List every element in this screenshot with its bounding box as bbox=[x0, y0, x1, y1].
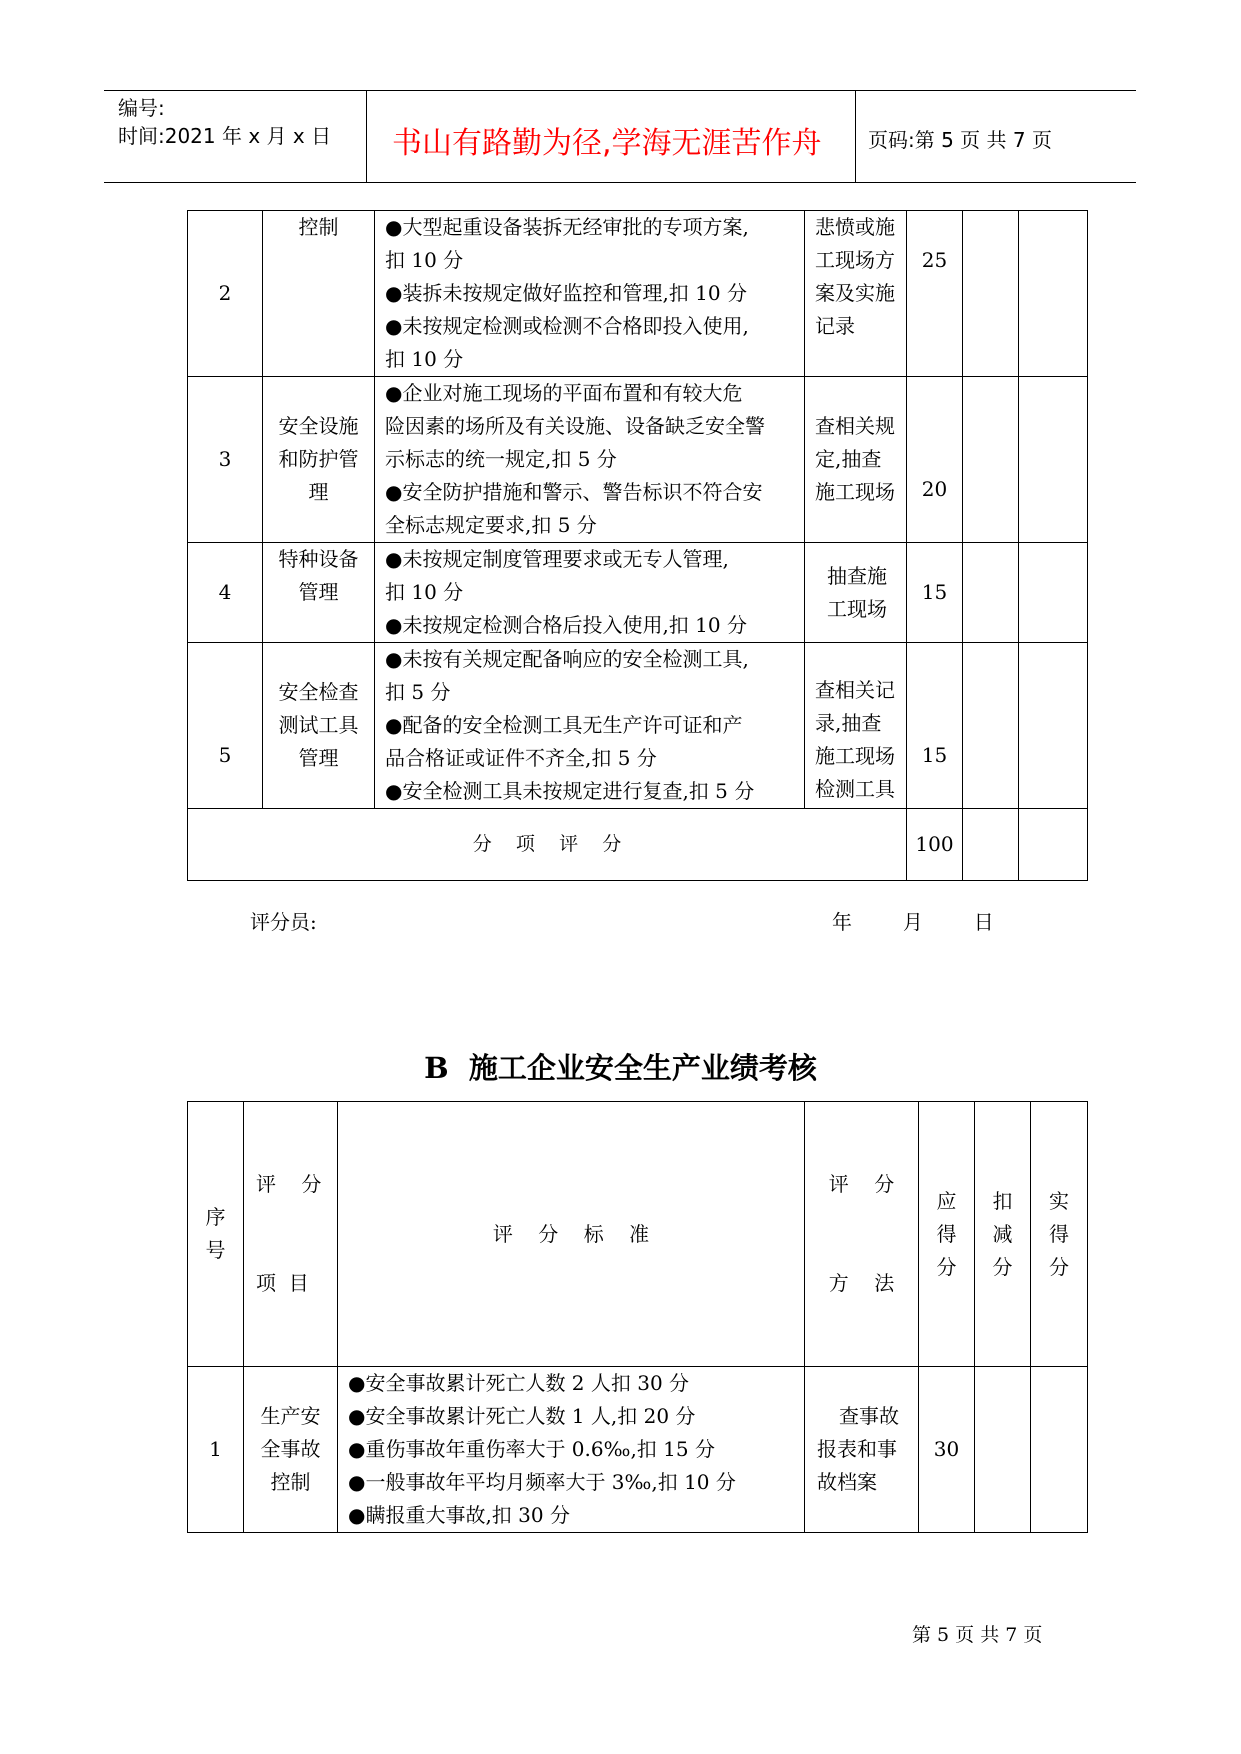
header-points: 应 得 分 bbox=[919, 1102, 975, 1367]
scoring-table-b bbox=[187, 1101, 1088, 1533]
header-time-label: 时间:2021 年 x 月 x 日 bbox=[118, 124, 332, 148]
scoring-table-a bbox=[187, 210, 1088, 881]
subtotal-deducted bbox=[963, 809, 1019, 881]
points-due: 15 bbox=[907, 643, 963, 809]
points-due: 20 bbox=[907, 377, 963, 543]
scoring-standard: ●未按有关规定配备响应的安全检测工具, 扣 5 分 ●配备的安全检测工具无生产许可证和产 品合格证或证件不齐全,扣 5 分 ●安全检测工具未按规定进行复查,扣 5 分 bbox=[375, 643, 805, 809]
points-due: 30 bbox=[919, 1367, 975, 1533]
scoring-standard: ●安全事故累计死亡人数 2 人扣 30 分 ●安全事故累计死亡人数 1 人,扣 20 分 ●重伤事故年重伤率大于 0.6‰,扣 15 分 ●一般事故年平均月频率大于 3‰,扣 10 分 ●瞒报重大事故,扣 30 分 bbox=[338, 1367, 805, 1533]
scoring-standard: ●企业对施工现场的平面布置和有较大危 险因素的场所及有关设施、设备缺乏安全警 示标志的统一规定,扣 5 分 ●安全防护措施和警示、警告标识不符合安 全标志规定要求,扣 5 分 bbox=[375, 377, 805, 543]
header-bottom-rule bbox=[104, 182, 1136, 183]
scoring-method: 抽查施 工现场 bbox=[805, 543, 907, 643]
scoring-item: 生产安 全事故 控制 bbox=[244, 1367, 338, 1533]
header-standard: 评 分 标 准 bbox=[338, 1102, 805, 1367]
points-deducted bbox=[975, 1367, 1031, 1533]
header-item: 评 分 项 目 bbox=[244, 1102, 338, 1367]
table-row bbox=[188, 1367, 1088, 1533]
header-number-label: 编号: bbox=[118, 96, 165, 120]
scoring-method: 悲愤或施 工现场方 案及实施 记录 bbox=[805, 211, 907, 377]
page-footer: 第 5 页 共 7 页 bbox=[912, 1624, 1043, 1646]
points-actual bbox=[1019, 377, 1088, 543]
section-b-title: B 施工企业安全生产业绩考核 bbox=[424, 1051, 817, 1085]
header-divider-left bbox=[366, 90, 367, 182]
row-number: 5 bbox=[188, 643, 263, 809]
rater-label: 评分员: bbox=[250, 910, 317, 934]
row-number: 2 bbox=[188, 211, 263, 377]
header-actual: 实 得 分 bbox=[1031, 1102, 1088, 1367]
table-row bbox=[188, 643, 1088, 809]
scoring-method: 查事故 报表和事 故档案 bbox=[805, 1367, 919, 1533]
points-deducted bbox=[963, 377, 1019, 543]
scoring-standard: ●未按规定制度管理要求或无专人管理, 扣 10 分 ●未按规定检测合格后投入使用,扣 10 分 bbox=[375, 543, 805, 643]
points-actual bbox=[1019, 543, 1088, 643]
table-row bbox=[188, 211, 1088, 377]
header-method: 评 分 方 法 bbox=[805, 1102, 919, 1367]
scoring-standard: ●大型起重设备装拆无经审批的专项方案, 扣 10 分 ●装拆未按规定做好监控和管理,扣 10 分 ●未按规定检测或检测不合格即投入使用, 扣 10 分 bbox=[375, 211, 805, 377]
row-number: 1 bbox=[188, 1367, 244, 1533]
points-deducted bbox=[963, 211, 1019, 377]
rater-date: 年 月 日 bbox=[832, 910, 994, 934]
header-page-label: 页码:第 5 页 共 7 页 bbox=[868, 128, 1052, 152]
scoring-item: 安全设施 和防护管 理 bbox=[263, 377, 375, 543]
points-due: 25 bbox=[907, 211, 963, 377]
header-deduct: 扣 减 分 bbox=[975, 1102, 1031, 1367]
table-row bbox=[188, 377, 1088, 543]
header-motto: 书山有路勤为径,学海无涯苦作舟 bbox=[392, 126, 822, 161]
row-number: 4 bbox=[188, 543, 263, 643]
points-due: 15 bbox=[907, 543, 963, 643]
row-number: 3 bbox=[188, 377, 263, 543]
points-actual bbox=[1019, 643, 1088, 809]
scoring-item: 特种设备 管理 bbox=[263, 543, 375, 643]
subtotal-label: 分 项 评 分 bbox=[188, 809, 907, 881]
header-top-rule bbox=[104, 90, 1136, 91]
table-row bbox=[188, 543, 1088, 643]
scoring-method: 查相关规 定,抽查 施工现场 bbox=[805, 377, 907, 543]
points-deducted bbox=[963, 643, 1019, 809]
points-deducted bbox=[963, 543, 1019, 643]
points-actual bbox=[1019, 211, 1088, 377]
scoring-item: 控制 bbox=[263, 211, 375, 377]
scoring-item: 安全检查 测试工具 管理 bbox=[263, 643, 375, 809]
points-actual bbox=[1031, 1367, 1088, 1533]
table-header-row bbox=[188, 1102, 1088, 1367]
table-row-subtotal bbox=[188, 809, 1088, 881]
header-no: 序 号 bbox=[188, 1102, 244, 1367]
subtotal-points: 100 bbox=[907, 809, 963, 881]
subtotal-actual bbox=[1019, 809, 1088, 881]
scoring-method: 查相关记 录,抽查 施工现场 检测工具 bbox=[805, 643, 907, 809]
header-divider-right bbox=[855, 90, 856, 182]
